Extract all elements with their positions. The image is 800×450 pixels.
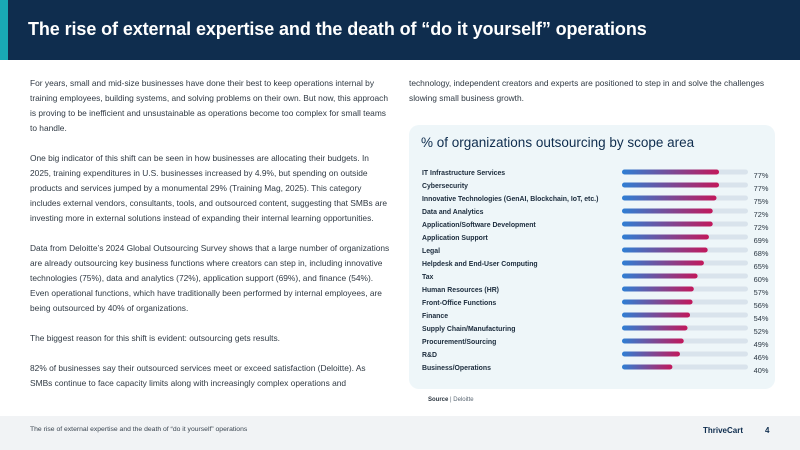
paragraph-results: The biggest reason for this shift is evident: outsourcing gets results. xyxy=(30,333,280,343)
value-label: 54% xyxy=(753,314,769,323)
paragraph-intro: For years, small and mid-size businesses have done their best to keep operations internal by training employees, building systems, and solving problems on their own. But now, this approach is proving to be inefficient and unsustainable as operations become too complex for small teams to handle. xyxy=(30,78,388,133)
header-accent-bar xyxy=(0,0,8,60)
category-label: Cybersecurity xyxy=(422,183,468,190)
paragraph-budgets: One big indicator of this shift can be seen in how businesses are allocating their budgets. In 2025, training expenditures in U.S. businesses increased by 4.9%, but spending on outside products and services jumped by a monumental 29% (Training Mag, 2025). This category includes external vendors, consultants, tools, and outsourced content, suggesting that SMBs are investing more in external solutions instead of expanding their internal learning opportunities. xyxy=(30,153,388,223)
category-label: Application Support xyxy=(422,235,488,242)
value-label: 57% xyxy=(753,288,769,297)
bar-8 xyxy=(622,274,698,279)
value-label: 52% xyxy=(753,327,769,336)
bar-0 xyxy=(622,170,719,175)
source-label: Source xyxy=(428,397,449,403)
bar-15 xyxy=(622,365,672,370)
category-label: Tax xyxy=(422,274,434,281)
value-label: 49% xyxy=(753,340,769,349)
bar-14 xyxy=(622,352,680,357)
paragraph-satisfaction: 82% of businesses say their outsourced services meet or exceed satisfaction (Deloitte). As SMBs continue to face capacity limits along with increasingly complex operations and xyxy=(30,363,366,388)
category-label: Data and Analytics xyxy=(422,209,484,216)
category-label: Supply Chain/Manufacturing xyxy=(422,326,516,333)
category-label: Application/Software Development xyxy=(422,222,536,229)
value-label: 65% xyxy=(753,262,769,271)
bar-10 xyxy=(622,300,693,305)
category-label: Helpdesk and End-User Computing xyxy=(422,261,538,268)
value-label: 68% xyxy=(753,249,769,258)
bar-3 xyxy=(622,209,713,214)
value-label: 56% xyxy=(753,301,769,310)
paragraph-deloitte-survey: Data from Deloitte’s 2024 Global Outsourcing Survey shows that a large number of organizations are already outsourcing key business functions where creators can step in, including innovative technologies (75%), data and analytics (72%), application support (69%), and finance (54%). Even operational functions, which have traditionally been performed by internal employees, are being outsourced by 40% of organizations. xyxy=(30,243,390,313)
chart-card xyxy=(409,125,775,389)
page-header xyxy=(0,0,800,60)
body-text-continued: technology, independent creators and experts are positioned to step in and solve the challenges slowing small business growth. xyxy=(409,78,765,103)
bar-13 xyxy=(622,339,684,344)
bar-4 xyxy=(622,222,713,227)
outsourcing-bar-chart xyxy=(409,125,775,389)
bar-1 xyxy=(622,183,719,188)
body-text-left xyxy=(30,76,390,406)
source-value: Deloitte xyxy=(453,397,474,403)
category-label: Innovative Technologies (GenAI, Blockchain, IoT, etc.) xyxy=(422,196,599,203)
value-label: 77% xyxy=(753,184,769,193)
value-label: 69% xyxy=(753,236,769,245)
page-title: The rise of external expertise and the death of “do it yourself” operations xyxy=(28,19,647,39)
value-label: 75% xyxy=(753,197,769,206)
category-label: Front-Office Functions xyxy=(422,300,497,307)
value-label: 40% xyxy=(753,366,769,375)
bar-7 xyxy=(622,261,704,266)
category-label: R&D xyxy=(422,352,437,359)
source-separator: | xyxy=(450,397,452,403)
category-label: Business/Operations xyxy=(422,365,491,372)
bar-9 xyxy=(622,287,694,292)
value-label: 46% xyxy=(753,353,769,362)
category-label: Human Resources (HR) xyxy=(422,287,499,294)
category-label: Legal xyxy=(422,248,440,255)
bar-11 xyxy=(622,313,690,318)
category-label: Finance xyxy=(422,313,449,320)
value-label: 60% xyxy=(753,275,769,284)
bar-6 xyxy=(622,248,708,253)
chart-source xyxy=(428,397,474,403)
bar-5 xyxy=(622,235,709,240)
category-label: IT Infrastructure Services xyxy=(422,170,506,177)
footer-brand: ThriveCart xyxy=(703,426,744,435)
category-label: Procurement/Sourcing xyxy=(422,339,497,346)
footer-title: The rise of external expertise and the death of “do it yourself” operations xyxy=(30,426,248,433)
page-number: 4 xyxy=(765,426,770,435)
bar-2 xyxy=(622,196,717,201)
value-label: 72% xyxy=(753,223,769,232)
value-label: 77% xyxy=(753,171,769,180)
page-footer xyxy=(0,416,800,450)
value-label: 72% xyxy=(753,210,769,219)
chart-title: % of organizations outsourcing by scope area xyxy=(421,135,695,150)
bar-12 xyxy=(622,326,688,331)
